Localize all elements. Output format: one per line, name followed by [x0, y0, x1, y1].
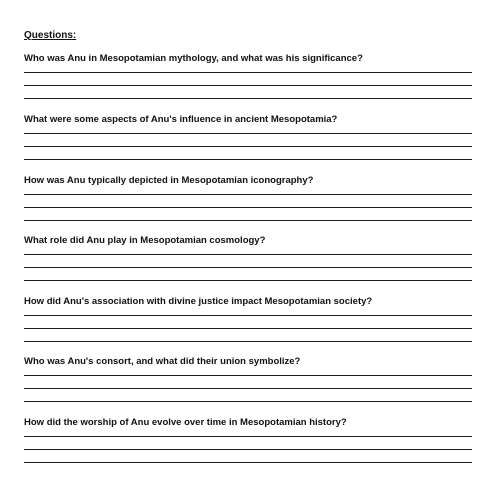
answer-line[interactable]	[24, 315, 472, 316]
answer-line[interactable]	[24, 328, 472, 329]
answer-line[interactable]	[24, 449, 472, 450]
answer-line[interactable]	[24, 98, 472, 99]
question-block	[24, 114, 474, 174]
answer-line[interactable]	[24, 146, 472, 147]
answer-line[interactable]	[24, 85, 472, 86]
answer-line[interactable]	[24, 341, 472, 342]
answer-line[interactable]	[24, 401, 472, 402]
question-text: What were some aspects of Anu's influence in ancient Mesopotamia?	[24, 114, 338, 125]
answer-line[interactable]	[24, 254, 472, 255]
answer-line[interactable]	[24, 280, 472, 281]
question-text: Who was Anu in Mesopotamian mythology, and what was his significance?	[24, 53, 363, 64]
answer-line[interactable]	[24, 159, 472, 160]
question-block	[24, 356, 474, 416]
question-block	[24, 296, 474, 356]
answer-line[interactable]	[24, 388, 472, 389]
question-text: How did Anu's association with divine justice impact Mesopotamian society?	[24, 296, 373, 307]
answer-line[interactable]	[24, 207, 472, 208]
answer-line[interactable]	[24, 436, 472, 437]
answer-line[interactable]	[24, 267, 472, 268]
question-text: How did the worship of Anu evolve over time in Mesopotamian history?	[24, 417, 347, 428]
answer-line[interactable]	[24, 375, 472, 376]
questions-heading: Questions:	[24, 30, 77, 41]
answer-line[interactable]	[24, 220, 472, 221]
question-block	[24, 53, 474, 113]
question-text: What role did Anu play in Mesopotamian cosmology?	[24, 235, 266, 246]
answer-line[interactable]	[24, 462, 472, 463]
question-block	[24, 235, 474, 295]
question-block	[24, 417, 474, 477]
question-block	[24, 175, 474, 235]
question-text: Who was Anu's consort, and what did their union symbolize?	[24, 356, 301, 367]
answer-line[interactable]	[24, 72, 472, 73]
question-text: How was Anu typically depicted in Mesopotamian iconography?	[24, 175, 314, 186]
answer-line[interactable]	[24, 194, 472, 195]
answer-line[interactable]	[24, 133, 472, 134]
